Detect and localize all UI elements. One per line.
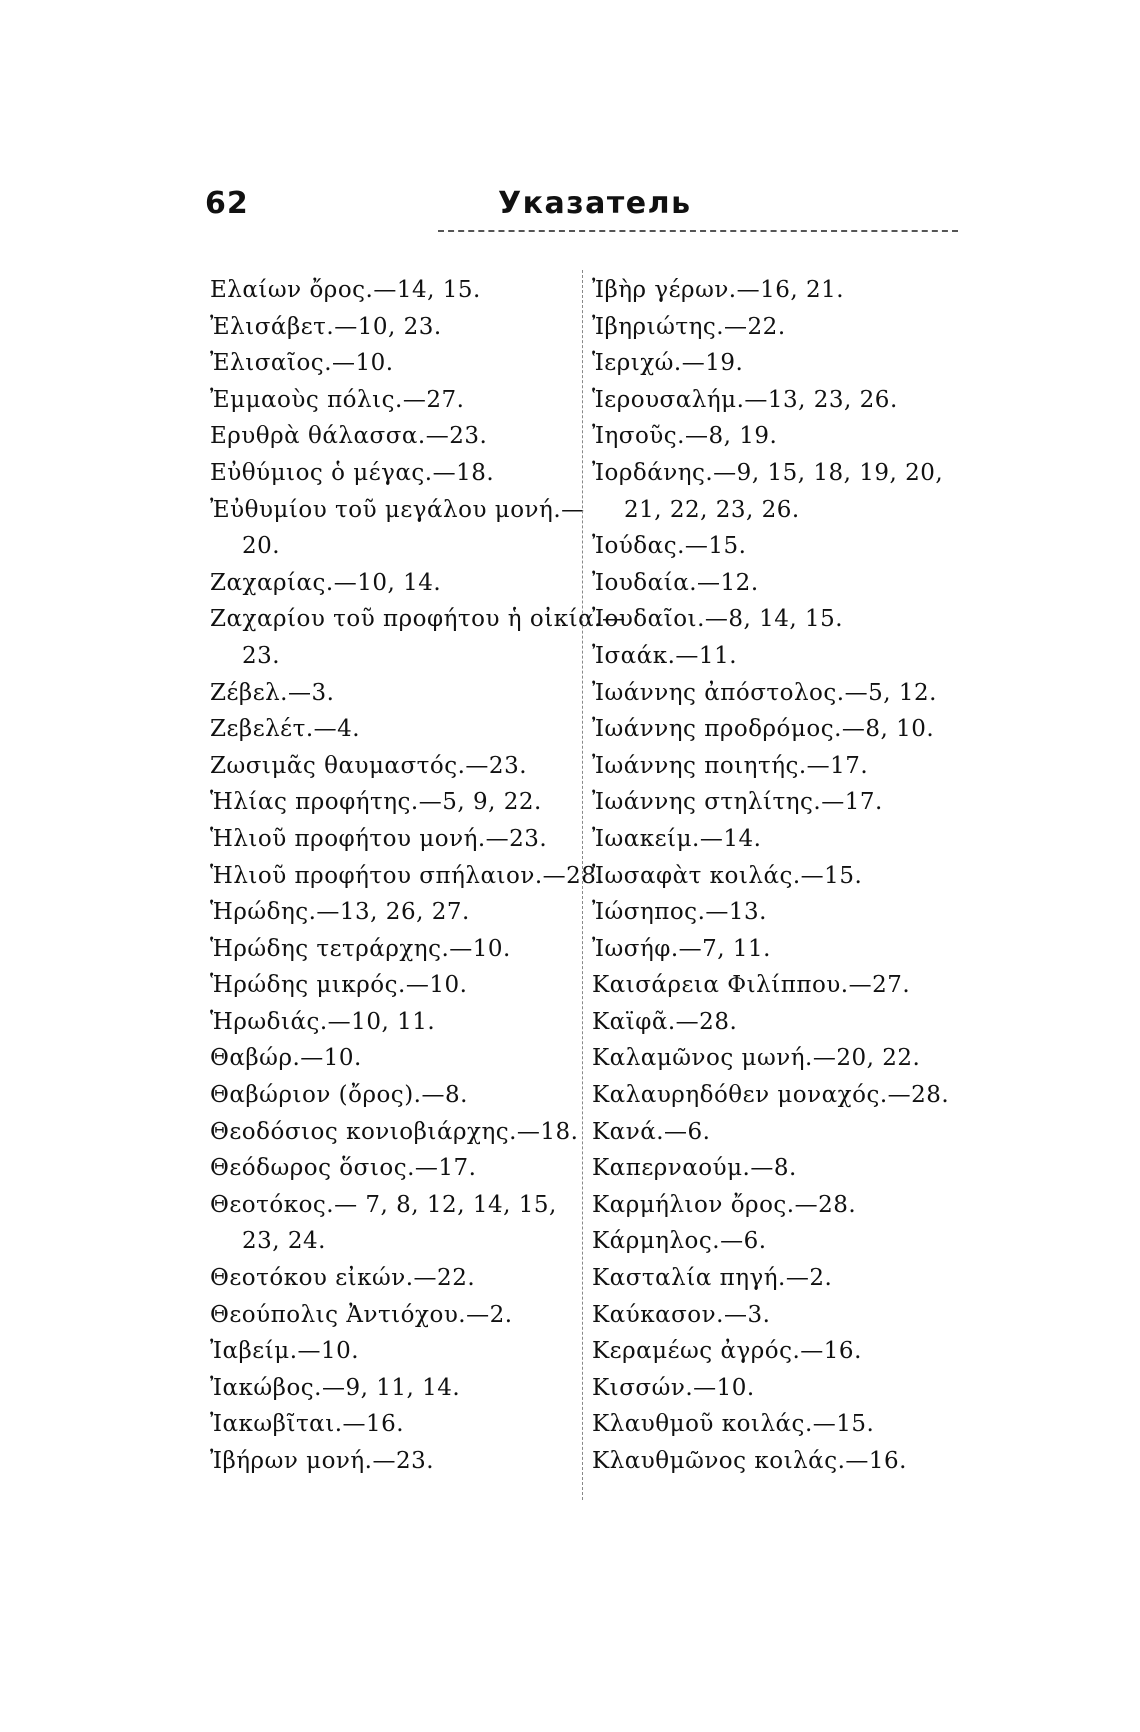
index-entry: Ἰβηριώτης.—22.	[592, 313, 786, 340]
index-entry: Ζέβελ.—3.	[210, 679, 335, 706]
index-entry: Ἱεριχώ.—19.	[592, 350, 744, 377]
index-entry: Ἡλιοῦ προφήτου σπήλαιον.—28.	[210, 862, 605, 889]
index-entry: Ἰουδαία.—12.	[592, 569, 759, 596]
index-entry: Ἡρωδιάς.—10, 11.	[210, 1008, 436, 1035]
index-entry-continuation: 23.	[242, 642, 281, 669]
index-entry: Καλαμῶνος μωνή.—20, 22.	[592, 1045, 921, 1072]
index-entry: Θαβώρ.—10.	[210, 1045, 362, 1072]
index-entry: Ἱερουσαλήμ.—13, 23, 26.	[592, 386, 898, 413]
page-number: 62	[205, 186, 249, 221]
index-entry: Θεόδωρος ὅσιος.—17.	[210, 1155, 477, 1182]
index-entry: Θαβώριον (ὄρος).—8.	[210, 1082, 468, 1109]
index-entry: Κεραμέως ἀγρός.—16.	[592, 1338, 862, 1365]
index-column-right	[592, 272, 992, 1480]
index-entry-continuation: 23, 24.	[242, 1228, 326, 1255]
index-entry: Καλαυρηδόθεν μοναχός.—28.	[592, 1082, 950, 1109]
index-entry: Ἡλίας προφήτης.—5, 9, 22.	[210, 789, 542, 816]
index-entry: Καισάρεια Φιλίππου.—27.	[592, 972, 911, 999]
index-entry: Ἰωσαφὰτ κοιλάς.—15.	[592, 862, 863, 889]
index-entry: Ἰούδας.—15.	[592, 533, 747, 560]
index-entry: Κλαυθμῶνος κοιλάς.—16.	[592, 1448, 907, 1474]
index-entry: Κασταλία πηγή.—2.	[592, 1265, 833, 1292]
index-entry: Ζεβελέτ.—4.	[210, 716, 361, 743]
header-rule	[438, 230, 958, 232]
index-entry: Ελαίων ὄρος.—14, 15.	[210, 277, 481, 303]
index-entry-continuation: 20.	[242, 533, 281, 560]
index-entry: Ερυθρὰ θάλασσα.—23.	[210, 423, 488, 450]
index-entry: Κισσών.—10.	[592, 1374, 755, 1401]
index-entry: Ἰουδαῖοι.—8, 14, 15.	[592, 606, 844, 633]
index-entry: Ἰορδάνης.—9, 15, 18, 19, 20,	[592, 459, 944, 486]
index-entry: Ζωσιμᾶς θαυμαστός.—23.	[210, 752, 528, 779]
index-entry-continuation: 21, 22, 23, 26.	[624, 496, 800, 523]
index-entry: Καύκασον.—3.	[592, 1301, 771, 1328]
index-entry: Ἰαβείμ.—10.	[210, 1338, 360, 1365]
index-entry: Εὐθύμιος ὁ μέγας.—18.	[210, 459, 495, 486]
index-entry: Καϊφᾶ.—28.	[592, 1008, 738, 1035]
index-entry: Κλαυθμοῦ κοιλάς.—15.	[592, 1411, 875, 1438]
index-entry: Ἡρώδης μικρός.—10.	[210, 972, 468, 999]
index-entry: Θεοτόκος.— 7, 8, 12, 14, 15,	[210, 1191, 557, 1218]
index-entry: Ἰσαάκ.—11.	[592, 642, 738, 669]
index-entry: Κάρμηλος.—6.	[592, 1228, 767, 1255]
index-entry: Ἰακωβῖται.—16.	[210, 1411, 405, 1438]
column-divider	[582, 270, 583, 1500]
index-entry: Ἰωάννης προδρόμος.—8, 10.	[592, 716, 935, 743]
index-entry: Ἰβήρων μονή.—23.	[210, 1448, 435, 1474]
index-entry: Ἐλισαῖος.—10.	[210, 350, 394, 377]
index-entry: Καπερναούμ.—8.	[592, 1155, 797, 1182]
index-column-left	[210, 272, 626, 1480]
index-entry: Ἰωάννης στηλίτης.—17.	[592, 789, 883, 816]
index-entry: Θεοτόκου εἰκών.—22.	[210, 1265, 476, 1292]
index-entry: Ἰησοῦς.—8, 19.	[592, 423, 778, 450]
index-entry: Ἐμμαοὺς πόλις.—27.	[210, 386, 465, 413]
index-entry: Ἰωάννης ἀπόστολος.—5, 12.	[592, 679, 937, 706]
index-entry: Ζαχαρίου τοῦ προφήτου ἡ οἰκία.—	[210, 606, 626, 633]
index-entry: Ζαχαρίας.—10, 14.	[210, 569, 442, 596]
index-entry: Κανά.—6.	[592, 1118, 711, 1145]
index-entry: Θεούπολις Ἀντιόχου.—2.	[210, 1301, 513, 1328]
index-entry: Ἡρώδης τετράρχης.—10.	[210, 935, 511, 962]
index-entry: Ἰωάννης ποιητής.—17.	[592, 752, 869, 779]
index-entry: Ἰωακείμ.—14.	[592, 825, 762, 852]
index-entry: Ἐὐθυμίου τοῦ μεγάλου μονή.—	[210, 496, 585, 523]
page-title: Указатель	[498, 186, 692, 221]
index-entry: Ἰακώβος.—9, 11, 14.	[210, 1374, 461, 1401]
index-entry: Ἡλιοῦ προφήτου μονή.—23.	[210, 825, 548, 852]
index-entry: Θεοδόσιος κονιοβιάρχης.—18.	[210, 1118, 579, 1145]
index-entry: Ἡρώδης.—13, 26, 27.	[210, 899, 470, 926]
index-entry: Ἰωσήφ.—7, 11.	[592, 935, 771, 962]
index-entry: Ἐλισάβετ.—10, 23.	[210, 313, 442, 340]
index-entry: Ἰβὴρ γέρων.—16, 21.	[592, 277, 845, 303]
index-entry: Καρμήλιον ὄρος.—28.	[592, 1191, 857, 1218]
index-entry: Ἰώσηπος.—13.	[592, 899, 767, 926]
